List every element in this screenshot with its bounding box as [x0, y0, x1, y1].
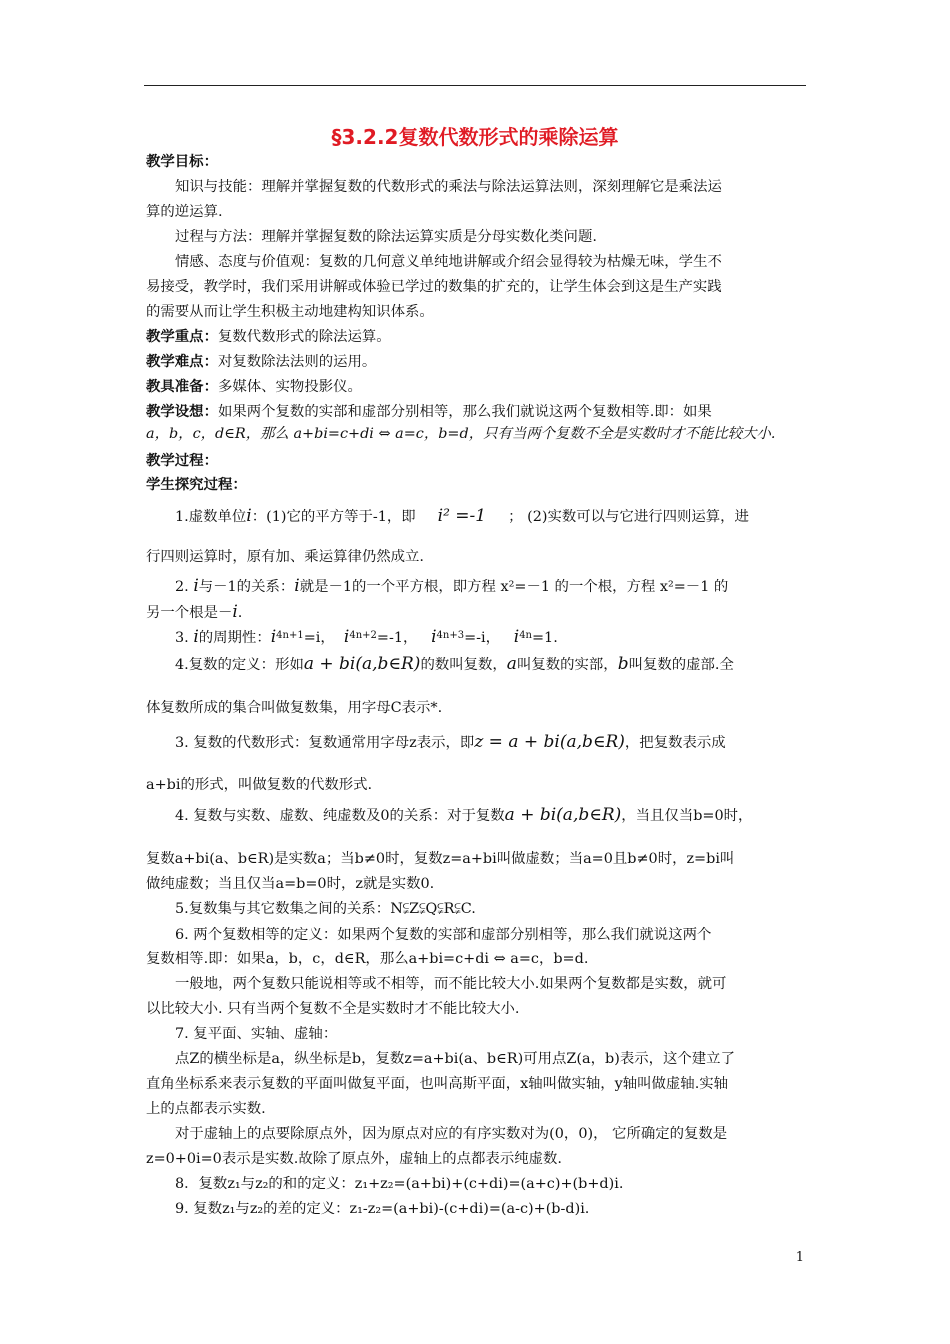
formula-i-squared: i² =-1	[437, 506, 487, 526]
objectives-heading: 教学目标：	[146, 154, 218, 170]
process-heading: 教学过程：	[146, 453, 218, 469]
item-6-cont-2: 做纯虚数；当且仅当a=b=0时，z就是实数0.	[146, 876, 435, 892]
item-1-mid: ：(1)它的平方等于-1，即	[251, 509, 416, 525]
item-6	[175, 805, 808, 826]
imaginary-unit: i	[431, 627, 437, 647]
item-2-b: 就是－1的一个平方根，即方程 x²=－1 的一个根，方程 x²=－1 的	[299, 579, 729, 595]
imaginary-unit: i	[343, 627, 350, 647]
page-number: 1	[795, 1250, 804, 1265]
imaginary-unit: i	[246, 506, 252, 526]
difficulty-text: 对复数除法法则的运用。	[217, 354, 377, 370]
item-1-post: ； (2)实数可以与它进行四则运算，进	[508, 509, 749, 525]
difficulty-label: 教学难点：	[146, 354, 218, 370]
item-2-pre: 2.	[175, 579, 189, 595]
item-9-d: 对于虚轴上的点要除原点外，因为原点对应的有序实数对为(0，0)， 它所确定的复数是	[175, 1126, 728, 1142]
item-4-cont: 体复数所成的集合叫做复数集，用字母C表示*.	[146, 700, 443, 716]
idea-line-1	[146, 402, 808, 422]
item-4-b: 叫复数的实部，	[516, 657, 618, 673]
tools-text: 多媒体、实物投影仪。	[217, 379, 362, 395]
key-point	[146, 327, 808, 347]
item-4-a: 的数叫复数，	[420, 657, 507, 673]
objective-emotion-2: 易接受，教学时，我们采用讲解或体验已学过的数集的扩充的，让学生体会到这是生产实践	[146, 279, 722, 295]
key-point-label: 教学重点：	[146, 329, 218, 345]
explore-heading: 学生探究过程：	[146, 477, 247, 493]
objective-emotion-1: 情感、态度与价值观：复数的几何意义单纯地讲解或介绍会显得较为枯燥无味，学生不	[175, 254, 722, 270]
item-2-a: 与－1的关系：	[198, 579, 295, 595]
formula-complex: a + bi(a,b∈R)	[504, 805, 622, 825]
item-8-b-pre: 复数相等.即：如果a，b，c，d∈R，那么a+bi=c+di	[146, 951, 494, 967]
tools	[146, 377, 808, 397]
imaginary-unit: i	[193, 576, 199, 596]
item-1-pre: 1.虚数单位	[175, 509, 247, 525]
key-point-text: 复数代数形式的除法运算。	[217, 329, 391, 345]
item-5-pre: 3. 复数的代数形式：复数通常用字母z表示，即	[175, 735, 475, 751]
item-8-d: 以比较大小. 只有当两个复数不全是实数时才不能比较大小.	[146, 1001, 520, 1017]
item-3	[175, 626, 808, 648]
item-8-a: 6. 两个复数相等的定义：如果两个复数的实部和虚部分别相等，那么我们就说这两个	[175, 927, 712, 943]
power-exponent: 4n	[519, 630, 532, 641]
idea-text-1: 如果两个复数的实部和虚部分别相等，那么我们就说这两个复数相等.即：如果	[217, 404, 712, 420]
item-4-c: 叫复数的虚部.全	[628, 657, 734, 673]
power-value: =-1，	[376, 630, 418, 646]
item-1-cont: 行四则运算时，原有加、乘运算律仍然成立.	[146, 549, 424, 565]
item-7: 5.复数集与其它数集之间的关系：N⫋Z⫋Q⫋R⫋C.	[175, 901, 476, 917]
item-9-a: 点Z的横坐标是a，纵坐标是b，复数z=a+bi(a、b∈R)可用点Z(a，b)表示，这个建立了	[175, 1051, 735, 1067]
difficulty	[146, 352, 808, 372]
idea-label: 教学设想：	[146, 404, 218, 420]
item-1	[175, 506, 808, 527]
imaginary-unit: i	[513, 627, 520, 647]
item-6-pre: 4. 复数与实数、虚数、纯虚数及0的关系：对于复数	[175, 808, 505, 824]
item-3-pre: 3.	[175, 630, 189, 646]
item-2-cont-pre: 另一个根是－	[146, 605, 233, 621]
power-value: =-i，	[464, 630, 501, 646]
idea-text-2b: a=c，b=d，只有当两个复数不全是实数时才不能比较大小.	[390, 426, 776, 442]
formula-complex: a + bi(a,b∈R)	[303, 654, 421, 674]
item-9-heading: 7. 复平面、实轴、虚轴：	[175, 1026, 338, 1042]
item-6-post: ，当且仅当b=0时，	[621, 808, 753, 824]
equiv-icon: ⇔	[493, 951, 506, 967]
item-5	[175, 732, 808, 753]
item-5-post: ，把复数表示成	[624, 735, 726, 751]
idea-line-2	[146, 424, 808, 444]
equiv-icon: ⇔	[378, 426, 391, 442]
power-exponent: 4n+2	[349, 630, 377, 641]
item-6-cont-1: 复数a+bi(a、b∈R)是实数a；当b≠0时，复数z=a+bi叫做虚数；当a=0且b≠0时，z=bi叫	[146, 851, 735, 867]
item-8-b	[146, 949, 808, 969]
objective-process: 过程与方法：理解并掌握复数的除法运算实质是分母实数化类问题.	[175, 229, 597, 245]
power-value: =i，	[303, 630, 335, 646]
page-title: §3.2.2复数代数形式的乘除运算	[331, 125, 619, 149]
imaginary-unit: i	[294, 576, 300, 596]
imaginary-unit: i	[193, 627, 199, 647]
formula-z: z = a + bi(a,b∈R)	[474, 732, 625, 752]
imaginary-unit: i	[232, 602, 238, 622]
item-2-cont-post: .	[237, 605, 243, 621]
tools-label: 教具准备：	[146, 379, 218, 395]
item-4	[175, 654, 808, 675]
item-11: 9. 复数z₁与z₂的差的定义：z₁-z₂=(a+bi)-(c+di)=(a-c)+(b-d)i.	[175, 1201, 590, 1217]
header-rule	[144, 85, 806, 86]
variable-b: b	[617, 654, 629, 674]
power-exponent: 4n+3	[436, 630, 465, 641]
item-5-cont: a+bi的形式，叫做复数的代数形式.	[146, 777, 373, 793]
objective-emotion-3: 的需要从而让学生积极主动地建构知识体系。	[146, 304, 434, 320]
item-9-c: 上的点都表示实数.	[146, 1101, 266, 1117]
objective-knowledge-1: 知识与技能：理解并掌握复数的代数形式的乘法与除法运算法则，深刻理解它是乘法运	[175, 179, 722, 195]
variable-a: a	[506, 654, 517, 674]
item-9-b: 直角坐标系来表示复数的平面叫做复平面，也叫高斯平面，x轴叫做实轴，y轴叫做虚轴.实轴	[146, 1076, 729, 1092]
idea-text-2a: a，b，c，d∈R，那么 a+bi=c+di	[146, 426, 379, 442]
item-10: 8．复数z₁与z₂的和的定义：z₁+z₂=(a+bi)+(c+di)=(a+c)+(b+d)i.	[175, 1176, 624, 1192]
imaginary-unit: i	[270, 627, 277, 647]
item-2-cont	[146, 602, 808, 623]
item-4-pre: 4.复数的定义：形如	[175, 657, 304, 673]
power-exponent: 4n+1	[276, 630, 304, 641]
item-2	[175, 576, 808, 597]
objective-knowledge-2: 算的逆运算.	[146, 204, 223, 220]
item-9-e: z=0+0i=0表示是实数.故除了原点外，虚轴上的点都表示纯虚数.	[146, 1151, 562, 1167]
item-3-a: 的周期性：	[198, 630, 271, 646]
item-8-c: 一般地，两个复数只能说相等或不相等，而不能比较大小.如果两个复数都是实数，就可	[175, 976, 727, 992]
power-value: =1.	[532, 630, 558, 646]
item-8-b-post: a=c，b=d.	[505, 951, 589, 967]
